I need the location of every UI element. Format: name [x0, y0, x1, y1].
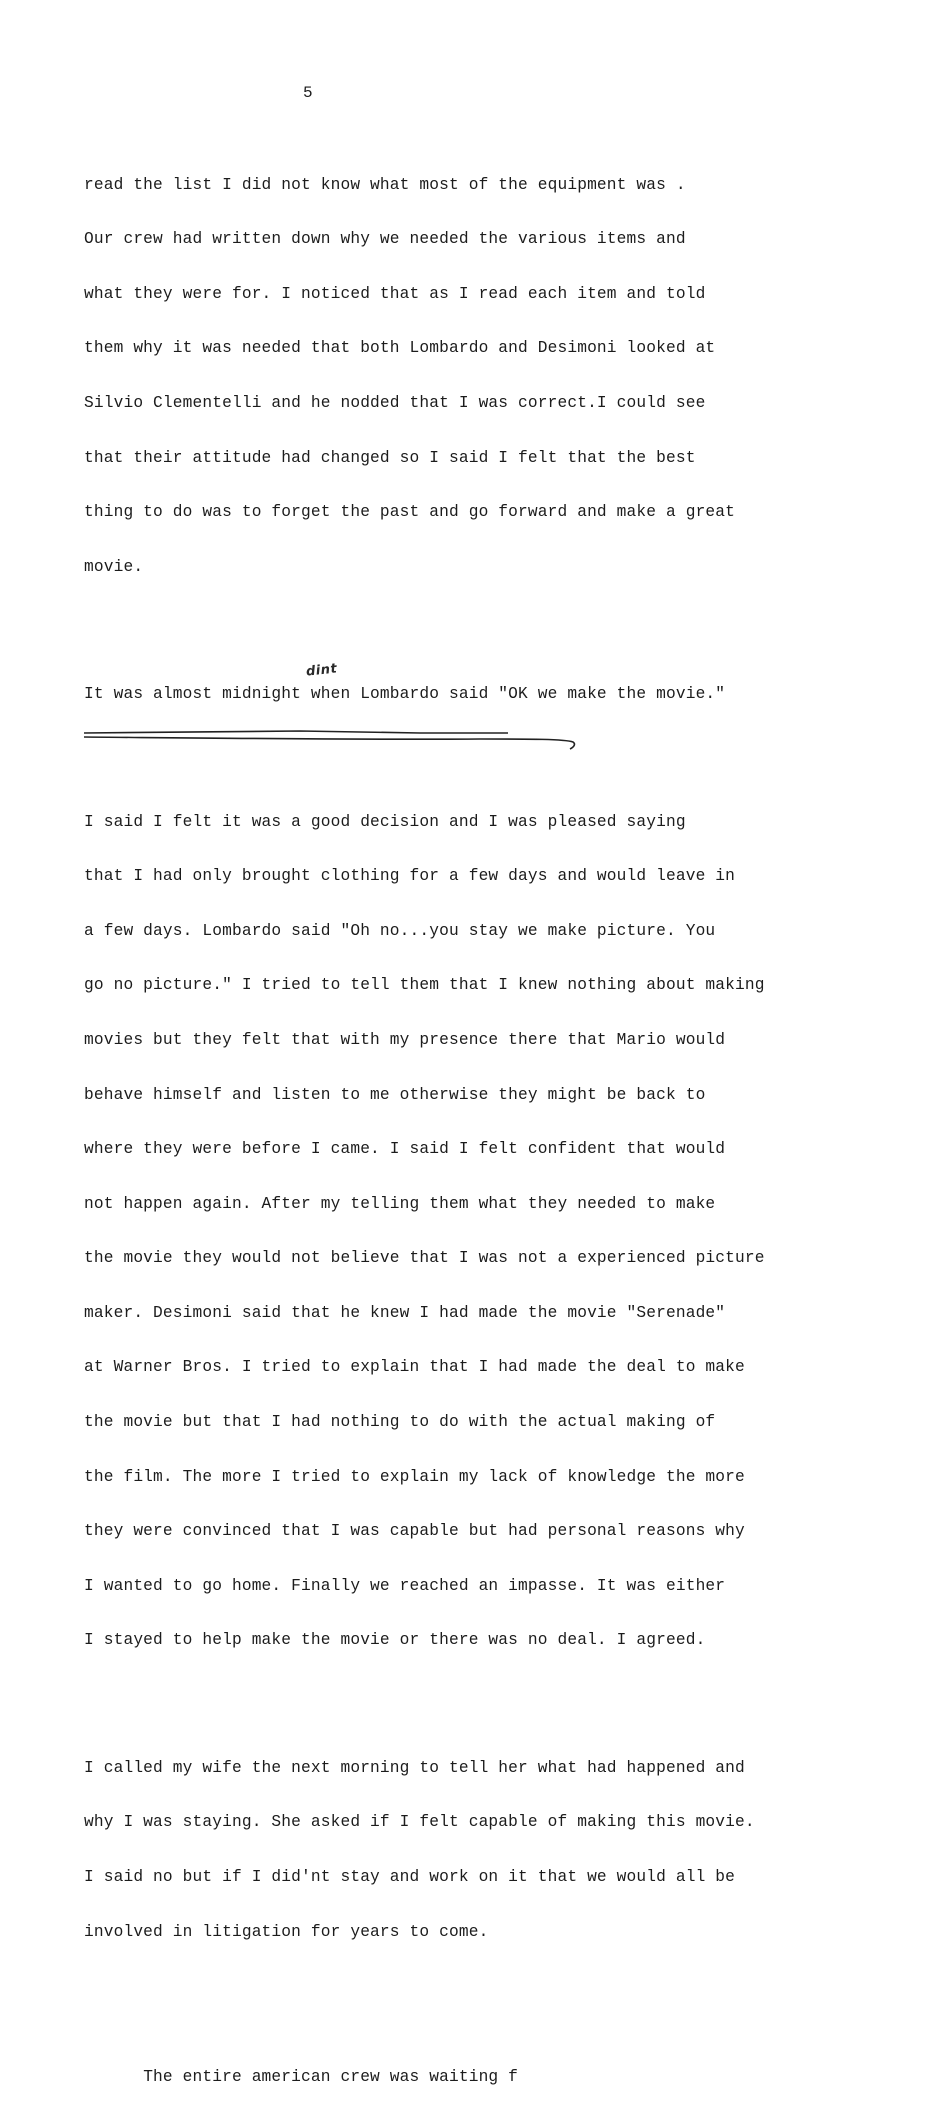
strikethrough-tail — [84, 737, 574, 749]
text-line: they were convinced that I was capable but had personal reasons why — [84, 1522, 745, 1541]
text-line: why I was staying. She asked if I felt capable of making this movie. — [84, 1813, 755, 1832]
text-line: the film. The more I tried to explain my lack of knowledge the more — [84, 1467, 745, 1486]
text-line: the movie but that I had nothing to do with the actual making of — [84, 1413, 716, 1432]
text-line: Silvio Clementelli and he nodded that I was correct.I could see — [84, 393, 706, 412]
text-line: at Warner Bros. I tried to explain that I had made the deal to make — [84, 1358, 745, 1377]
paragraph-gap — [84, 1686, 904, 1704]
handwritten-correction: dint — [305, 661, 338, 680]
text-line: where they were before I came. I said I felt confident that would — [84, 1140, 726, 1159]
text-line: I called my wife the next morning to tell her what had happened and — [84, 1758, 745, 1777]
text-line: thing to do was to forget the past and go forward and make a great — [84, 503, 736, 522]
text-line: read the list I did not know what most of the equipment was . — [84, 175, 686, 194]
text-line: I said I felt it was a good decision and I was pleased saying — [84, 812, 686, 831]
text-line: I wanted to go home. Finally we reached an impasse. It was either — [84, 1576, 726, 1595]
text-line: I said no but if I did'nt stay and work on it that we would all be — [84, 1868, 736, 1887]
text-line: the movie they would not believe that I was not a experienced picture — [84, 1249, 765, 1268]
text-line: Our crew had written down why we needed the various items and — [84, 230, 686, 249]
text-line: behave himself and listen to me otherwise they might be back to — [84, 1085, 706, 1104]
text-line: It was almost midnight when Lombardo said "OK we make the movie." — [84, 685, 726, 704]
text-line: go no picture." I tried to tell them that I knew nothing about making — [84, 976, 765, 995]
strikethrough-stroke — [84, 731, 508, 733]
text-line: I stayed to help make the movie or there was no deal. I agreed. — [84, 1631, 706, 1650]
text-line: movie. — [84, 557, 144, 576]
paragraph-gap — [84, 1977, 904, 1995]
struck-out-line — [84, 2050, 904, 2087]
page-number: 5 — [303, 84, 313, 102]
text-line: movies but they felt that with my presence there that Mario would — [84, 1030, 726, 1049]
text-line: that I had only brought clothing for a few days and would leave in — [84, 867, 736, 886]
text-line: involved in litigation for years to come. — [84, 1922, 489, 1941]
text-line: that their attitude had changed so I said I felt that the best — [84, 448, 696, 467]
text-line: what they were for. I noticed that as I read each item and told — [84, 284, 706, 303]
struck-text: The entire american crew was waiting f — [143, 2068, 519, 2087]
text-line: maker. Desimoni said that he knew I had made the movie "Serenade" — [84, 1303, 726, 1322]
text-line: them why it was needed that both Lombardo and Desimoni looked at — [84, 339, 716, 358]
text-line: a few days. Lombardo said "Oh no...you stay we make picture. You — [84, 921, 716, 940]
text-line: not happen again. After my telling them what they needed to make — [84, 1194, 716, 1213]
